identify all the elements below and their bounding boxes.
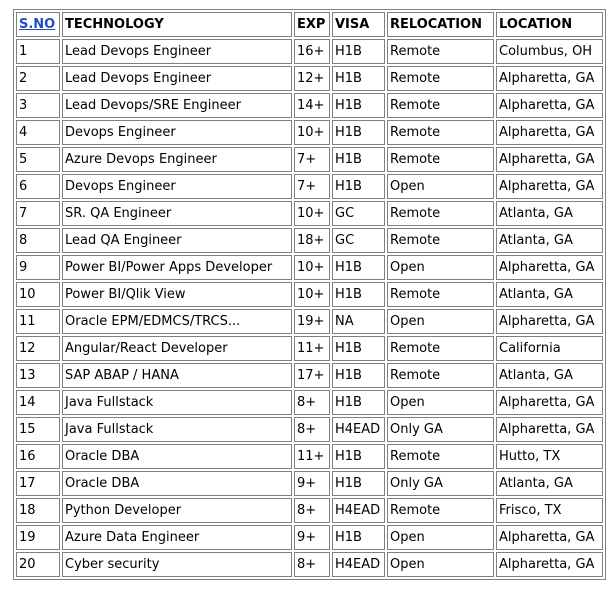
- cell-location: Alpharetta, GA: [496, 93, 603, 118]
- cell-exp: 10+: [294, 255, 330, 280]
- cell-visa: H1B: [332, 93, 385, 118]
- cell-sno: 3: [16, 93, 60, 118]
- cell-technology: Angular/React Developer: [62, 336, 292, 361]
- cell-relocation: Remote: [387, 120, 494, 145]
- cell-relocation: Remote: [387, 39, 494, 64]
- cell-exp: 8+: [294, 498, 330, 523]
- cell-relocation: Remote: [387, 93, 494, 118]
- header-sno[interactable]: [16, 12, 60, 37]
- table-row: [16, 120, 603, 145]
- cell-visa: H1B: [332, 255, 385, 280]
- cell-visa: H4EAD: [332, 498, 385, 523]
- table-row: [16, 255, 603, 280]
- cell-visa: H1B: [332, 444, 385, 469]
- cell-visa: H1B: [332, 66, 385, 91]
- table-row: [16, 282, 603, 307]
- table-row: [16, 552, 603, 577]
- cell-technology: Lead Devops/SRE Engineer: [62, 93, 292, 118]
- table-header-row: [16, 12, 603, 37]
- cell-location: Alpharetta, GA: [496, 174, 603, 199]
- cell-exp: 9+: [294, 525, 330, 550]
- cell-visa: GC: [332, 201, 385, 226]
- cell-exp: 10+: [294, 282, 330, 307]
- cell-location: Alpharetta, GA: [496, 390, 603, 415]
- cell-sno: 19: [16, 525, 60, 550]
- cell-technology: Lead QA Engineer: [62, 228, 292, 253]
- cell-visa: H1B: [332, 471, 385, 496]
- cell-technology: Oracle DBA: [62, 471, 292, 496]
- requirements-table: [13, 9, 606, 580]
- cell-visa: H1B: [332, 363, 385, 388]
- cell-sno: 10: [16, 282, 60, 307]
- cell-relocation: Open: [387, 309, 494, 334]
- cell-visa: H4EAD: [332, 552, 385, 577]
- cell-sno: 9: [16, 255, 60, 280]
- cell-relocation: Remote: [387, 363, 494, 388]
- cell-location: Alpharetta, GA: [496, 309, 603, 334]
- cell-technology: Devops Engineer: [62, 120, 292, 145]
- table-row: [16, 39, 603, 64]
- header-exp: EXP: [294, 12, 330, 37]
- table-row: [16, 147, 603, 172]
- cell-exp: 18+: [294, 228, 330, 253]
- table-row: [16, 471, 603, 496]
- cell-technology: Azure Data Engineer: [62, 525, 292, 550]
- cell-exp: 8+: [294, 417, 330, 442]
- header-technology: TECHNOLOGY: [62, 12, 292, 37]
- cell-sno: 14: [16, 390, 60, 415]
- cell-relocation: Only GA: [387, 471, 494, 496]
- cell-technology: Devops Engineer: [62, 174, 292, 199]
- cell-sno: 15: [16, 417, 60, 442]
- cell-location: Hutto, TX: [496, 444, 603, 469]
- cell-exp: 19+: [294, 309, 330, 334]
- table-row: [16, 498, 603, 523]
- cell-relocation: Remote: [387, 282, 494, 307]
- cell-exp: 7+: [294, 147, 330, 172]
- cell-visa: NA: [332, 309, 385, 334]
- cell-exp: 14+: [294, 93, 330, 118]
- cell-exp: 11+: [294, 336, 330, 361]
- cell-relocation: Remote: [387, 498, 494, 523]
- table-row: [16, 390, 603, 415]
- cell-technology: Power BI/Qlik View: [62, 282, 292, 307]
- cell-sno: 7: [16, 201, 60, 226]
- cell-location: Columbus, OH: [496, 39, 603, 64]
- cell-technology: SR. QA Engineer: [62, 201, 292, 226]
- cell-exp: 12+: [294, 66, 330, 91]
- table-row: [16, 363, 603, 388]
- cell-technology: SAP ABAP / HANA: [62, 363, 292, 388]
- cell-technology: Oracle DBA: [62, 444, 292, 469]
- cell-relocation: Remote: [387, 66, 494, 91]
- cell-sno: 5: [16, 147, 60, 172]
- cell-relocation: Open: [387, 390, 494, 415]
- cell-location: Alpharetta, GA: [496, 255, 603, 280]
- table-row: [16, 228, 603, 253]
- cell-sno: 13: [16, 363, 60, 388]
- table-row: [16, 201, 603, 226]
- cell-technology: Lead Devops Engineer: [62, 66, 292, 91]
- header-relocation: RELOCATION: [387, 12, 494, 37]
- sno-sort-link[interactable]: S.NO: [19, 17, 56, 32]
- cell-location: Alpharetta, GA: [496, 147, 603, 172]
- table-row: [16, 417, 603, 442]
- cell-exp: 16+: [294, 39, 330, 64]
- cell-exp: 7+: [294, 174, 330, 199]
- cell-sno: 11: [16, 309, 60, 334]
- table-row: [16, 525, 603, 550]
- cell-visa: H1B: [332, 147, 385, 172]
- cell-location: Alpharetta, GA: [496, 525, 603, 550]
- cell-relocation: Only GA: [387, 417, 494, 442]
- cell-visa: H1B: [332, 120, 385, 145]
- table-row: [16, 93, 603, 118]
- cell-exp: 10+: [294, 201, 330, 226]
- cell-location: Alpharetta, GA: [496, 120, 603, 145]
- cell-visa: H1B: [332, 525, 385, 550]
- cell-location: California: [496, 336, 603, 361]
- cell-sno: 20: [16, 552, 60, 577]
- cell-location: Alpharetta, GA: [496, 552, 603, 577]
- table-row: [16, 66, 603, 91]
- cell-technology: Azure Devops Engineer: [62, 147, 292, 172]
- cell-location: Atlanta, GA: [496, 201, 603, 226]
- cell-exp: 8+: [294, 552, 330, 577]
- cell-relocation: Open: [387, 174, 494, 199]
- cell-exp: 11+: [294, 444, 330, 469]
- cell-relocation: Remote: [387, 201, 494, 226]
- cell-exp: 9+: [294, 471, 330, 496]
- cell-exp: 8+: [294, 390, 330, 415]
- cell-visa: H1B: [332, 390, 385, 415]
- cell-sno: 17: [16, 471, 60, 496]
- cell-location: Alpharetta, GA: [496, 417, 603, 442]
- cell-relocation: Remote: [387, 444, 494, 469]
- cell-relocation: Open: [387, 525, 494, 550]
- cell-technology: Java Fullstack: [62, 417, 292, 442]
- cell-location: Alpharetta, GA: [496, 66, 603, 91]
- table-row: [16, 174, 603, 199]
- cell-technology: Cyber security: [62, 552, 292, 577]
- cell-technology: Python Developer: [62, 498, 292, 523]
- cell-location: Atlanta, GA: [496, 363, 603, 388]
- cell-technology: Oracle EPM/EDMCS/TRCS...: [62, 309, 292, 334]
- cell-location: Frisco, TX: [496, 498, 603, 523]
- cell-location: Atlanta, GA: [496, 471, 603, 496]
- cell-relocation: Open: [387, 552, 494, 577]
- cell-sno: 12: [16, 336, 60, 361]
- cell-relocation: Remote: [387, 147, 494, 172]
- cell-visa: H1B: [332, 174, 385, 199]
- cell-sno: 2: [16, 66, 60, 91]
- header-visa: VISA: [332, 12, 385, 37]
- table-row: [16, 444, 603, 469]
- cell-visa: H1B: [332, 336, 385, 361]
- cell-sno: 8: [16, 228, 60, 253]
- cell-relocation: Open: [387, 255, 494, 280]
- table-row: [16, 336, 603, 361]
- cell-visa: H4EAD: [332, 417, 385, 442]
- table-row: [16, 309, 603, 334]
- cell-visa: GC: [332, 228, 385, 253]
- cell-technology: Power BI/Power Apps Developer: [62, 255, 292, 280]
- cell-location: Atlanta, GA: [496, 228, 603, 253]
- cell-sno: 18: [16, 498, 60, 523]
- cell-relocation: Remote: [387, 228, 494, 253]
- cell-technology: Java Fullstack: [62, 390, 292, 415]
- cell-visa: H1B: [332, 39, 385, 64]
- cell-exp: 17+: [294, 363, 330, 388]
- cell-exp: 10+: [294, 120, 330, 145]
- cell-sno: 16: [16, 444, 60, 469]
- cell-sno: 4: [16, 120, 60, 145]
- header-location: LOCATION: [496, 12, 603, 37]
- cell-sno: 6: [16, 174, 60, 199]
- cell-technology: Lead Devops Engineer: [62, 39, 292, 64]
- cell-visa: H1B: [332, 282, 385, 307]
- cell-sno: 1: [16, 39, 60, 64]
- cell-location: Atlanta, GA: [496, 282, 603, 307]
- cell-relocation: Remote: [387, 336, 494, 361]
- requirements-table-container: [13, 9, 606, 580]
